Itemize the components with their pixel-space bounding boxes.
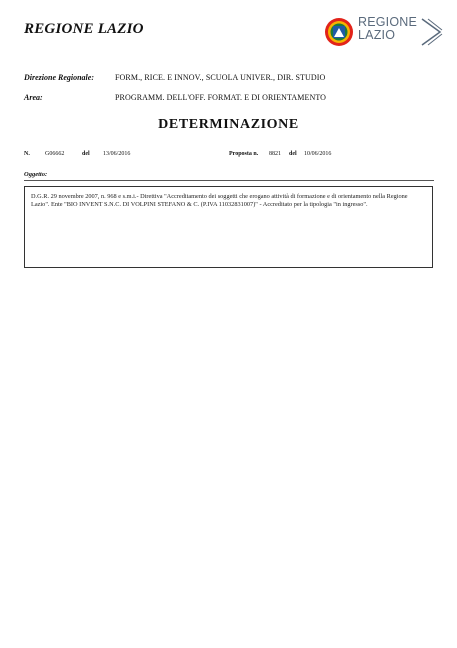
oggetto-divider [24, 180, 434, 181]
proposta-date-value: 10/06/2016 [304, 151, 332, 157]
oggetto-text: D.G.R. 29 novembre 2007, n. 968 e s.m.i.- Direttiva "Accreditamento dei soggetti che erogano attività di formazione e di orientamento nella Regione Lazio". Ente "BIO INVENT S.N.C. DI VOLPINI STEFANO & C. (P.IVA 11032831007)" - Accreditato per la tipologia "in ingresso". [31, 193, 408, 209]
regione-lazio-logo [324, 15, 444, 49]
proposta-value: 8821 [269, 151, 281, 157]
proposta-date-label: del [289, 151, 297, 157]
header-title: REGIONE LAZIO [24, 21, 144, 37]
numbering-row [24, 151, 434, 161]
regione-lazio-emblem-icon [324, 17, 354, 47]
number-value: G06662 [45, 151, 65, 157]
area-label: Area: [24, 93, 43, 102]
logo-line-2: LAZIO [358, 28, 396, 42]
logo-line-1: REGIONE [358, 15, 418, 29]
oggetto-box [24, 186, 433, 268]
logo-chevron-icon [420, 17, 444, 47]
logo-text [358, 16, 417, 42]
number-label: N. [24, 151, 30, 157]
document-type-title: DETERMINAZIONE [158, 117, 299, 132]
oggetto-label: Oggetto: [24, 171, 48, 178]
direzione-value: FORM., RICE. E INNOV., SCUOLA UNIVER., DIR. STUDIO [115, 73, 326, 82]
date-value: 13/06/2016 [103, 151, 131, 157]
area-value: PROGRAMM. DELL'OFF. FORMAT. E DI ORIENTAMENTO [115, 93, 327, 102]
proposta-label: Proposta n. [229, 151, 259, 157]
direzione-label: Direzione Regionale: [24, 73, 94, 82]
date-label: del [82, 151, 90, 157]
